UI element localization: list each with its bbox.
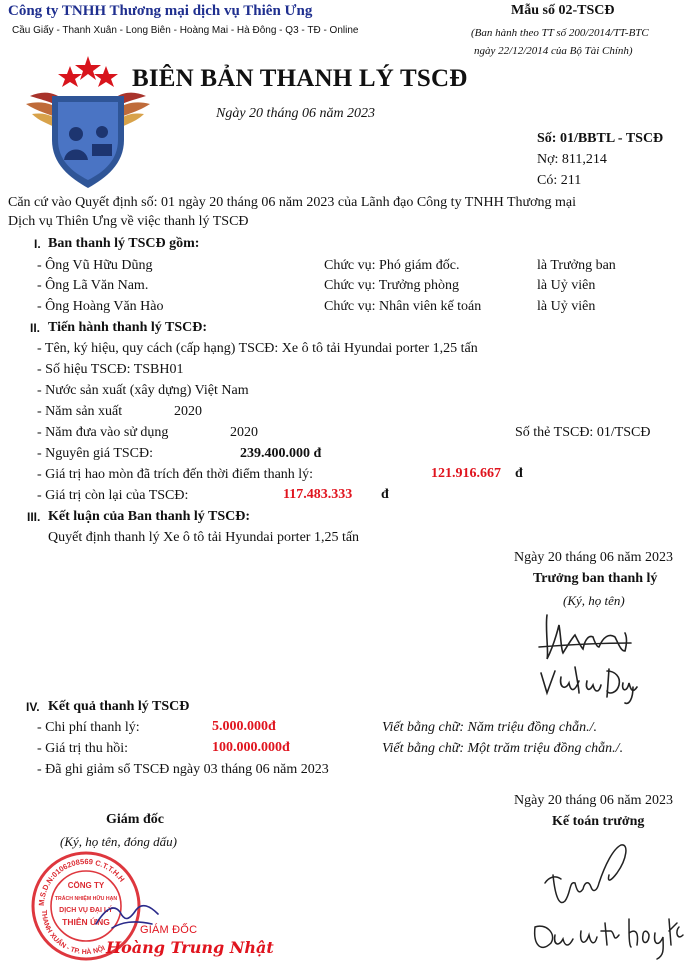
director-sign-note: (Ký, họ tên, đóng dấu) bbox=[60, 834, 177, 849]
section-1-heading: Ban thanh lý TSCĐ gồm: bbox=[48, 236, 200, 251]
recovery-label: - Giá trị thu hồi: bbox=[37, 741, 128, 756]
member-3-name: - Ông Hoàng Văn Hào bbox=[37, 299, 164, 314]
depreciation-label: - Giá trị hao mòn đã trích đến thời điểm thanh lý: bbox=[37, 467, 314, 482]
asset-card-number: Số thẻ TSCĐ: 01/TSCĐ bbox=[515, 425, 651, 440]
residual-unit: đ bbox=[381, 487, 389, 502]
section-4-numeral: IV. bbox=[26, 700, 40, 714]
document-date: Ngày 20 tháng 06 năm 2023 bbox=[216, 106, 376, 121]
document-number: Số: 01/BBTL - TSCĐ bbox=[537, 131, 664, 146]
seal-line-1: CÔNG TY bbox=[67, 881, 105, 890]
director-name-stamp: Hoàng Trung Nhật bbox=[106, 938, 274, 957]
asset-name: - Tên, ký hiệu, quy cách (cấp hạng) TSCĐ: Xe ô tô tải Hyundai porter 1,25 tấn bbox=[37, 341, 478, 356]
residual-label: - Giá trị còn lại của TSCĐ: bbox=[37, 488, 189, 503]
seal-line-4: THIÊN ỨNG bbox=[62, 917, 110, 927]
section-2-numeral: II. bbox=[30, 321, 41, 335]
member-1-position: Chức vụ: Phó giám đốc. bbox=[324, 258, 460, 273]
committee-head-signature bbox=[535, 607, 645, 707]
year-made-label: - Năm sản xuất bbox=[37, 404, 123, 419]
section-2-heading: Tiến hành thanh lý TSCĐ: bbox=[48, 320, 207, 335]
director-title: Giám đốc bbox=[106, 812, 164, 827]
company-name: Công ty TNHH Thương mại dịch vụ Thiên Ưng bbox=[8, 3, 313, 19]
form-code: Mẫu số 02-TSCĐ bbox=[511, 3, 615, 18]
committee-head-title: Trưởng ban thanh lý bbox=[533, 571, 658, 586]
section-3-numeral: III. bbox=[27, 510, 41, 524]
conclusion-text: Quyết định thanh lý Xe ô tô tải Hyundai porter 1,25 tấn bbox=[48, 530, 360, 545]
section-1-numeral: I. bbox=[34, 237, 41, 251]
asset-reduced-note: - Đã ghi giảm sổ TSCĐ ngày 03 tháng 06 năm 2023 bbox=[37, 762, 329, 777]
depreciation-unit: đ bbox=[515, 466, 523, 481]
residual-value: 117.483.333 bbox=[283, 487, 353, 502]
recovery-value: 100.000.000đ bbox=[212, 740, 290, 755]
member-2-name: - Ông Lã Văn Nam. bbox=[37, 278, 149, 293]
chief-accountant-signature bbox=[525, 835, 690, 975]
year-made-value: 2020 bbox=[174, 404, 202, 419]
seal-bottom-text: THANH XUÂN - TP. HÀ NỘI bbox=[39, 909, 107, 957]
member-1-role: là Trưởng ban bbox=[537, 258, 616, 273]
year-used-label: - Năm đưa vào sử dụng bbox=[37, 425, 169, 440]
basis-line-1: Căn cứ vào Quyết định số: 01 ngày 20 tháng 06 năm 2023 của Lãnh đạo Công ty TNHH Thương mại bbox=[8, 195, 576, 210]
basis-line-2: Dịch vụ Thiên Ưng về việc thanh lý TSCĐ bbox=[8, 214, 249, 229]
asset-code: - Số hiệu TSCĐ: TSBH01 bbox=[37, 362, 184, 377]
director-role-stamp: GIÁM ĐỐC bbox=[140, 924, 198, 936]
committee-sign-date: Ngày 20 tháng 06 năm 2023 bbox=[514, 550, 674, 565]
member-3-role: là Uỷ viên bbox=[537, 299, 596, 314]
accountant-sign-date: Ngày 20 tháng 06 năm 2023 bbox=[514, 793, 674, 808]
recovery-words: Viết bằng chữ: Một trăm triệu đồng chẵn./. bbox=[382, 741, 624, 756]
asset-country: - Nước sản xuất (xây dựng) Việt Nam bbox=[37, 383, 249, 398]
year-used-value: 2020 bbox=[230, 425, 258, 440]
chief-accountant-title: Kế toán trưởng bbox=[552, 814, 645, 829]
member-3-position: Chức vụ: Nhân viên kế toán bbox=[324, 299, 482, 314]
committee-sign-note: (Ký, họ tên) bbox=[563, 593, 625, 608]
section-4-heading: Kết quả thanh lý TSCĐ bbox=[48, 699, 190, 714]
cost-value: 239.400.000 đ bbox=[240, 446, 322, 461]
depreciation-value: 121.916.667 bbox=[431, 466, 501, 481]
form-note-2: ngày 22/12/2014 của Bộ Tài Chính) bbox=[474, 45, 633, 57]
form-note-1: (Ban hành theo TT số 200/2014/TT-BTC bbox=[471, 27, 649, 39]
section-3-heading: Kết luận của Ban thanh lý TSCĐ: bbox=[48, 509, 251, 524]
seal-line-3: DỊCH VỤ ĐẠI LÝ bbox=[59, 907, 113, 914]
member-1-name: - Ông Vũ Hữu Dũng bbox=[37, 258, 153, 273]
cost-label: - Nguyên giá TSCĐ: bbox=[37, 446, 154, 461]
document-title: BIÊN BẢN THANH LÝ TSCĐ bbox=[132, 65, 468, 92]
credit-account: Có: 211 bbox=[537, 173, 582, 188]
disposal-cost-words: Viết bằng chữ: Năm triệu đồng chẵn./. bbox=[382, 720, 598, 735]
debit-account: Nợ: 811,214 bbox=[537, 152, 607, 167]
member-2-role: là Uỷ viên bbox=[537, 278, 596, 293]
branch-list: Cầu Giấy - Thanh Xuân - Long Biên - Hoàng Mai - Hà Đông - Q3 - TĐ - Online bbox=[12, 25, 359, 36]
disposal-cost-label: - Chi phí thanh lý: bbox=[37, 720, 140, 735]
seal-line-2: TRÁCH NHIỆM HỮU HẠN bbox=[54, 896, 118, 902]
disposal-cost-value: 5.000.000đ bbox=[212, 719, 276, 734]
seal-top-text: M.S.D.N:0106208569 C.T.T.H.H bbox=[36, 856, 127, 907]
member-2-position: Chức vụ: Trưởng phòng bbox=[324, 278, 459, 293]
